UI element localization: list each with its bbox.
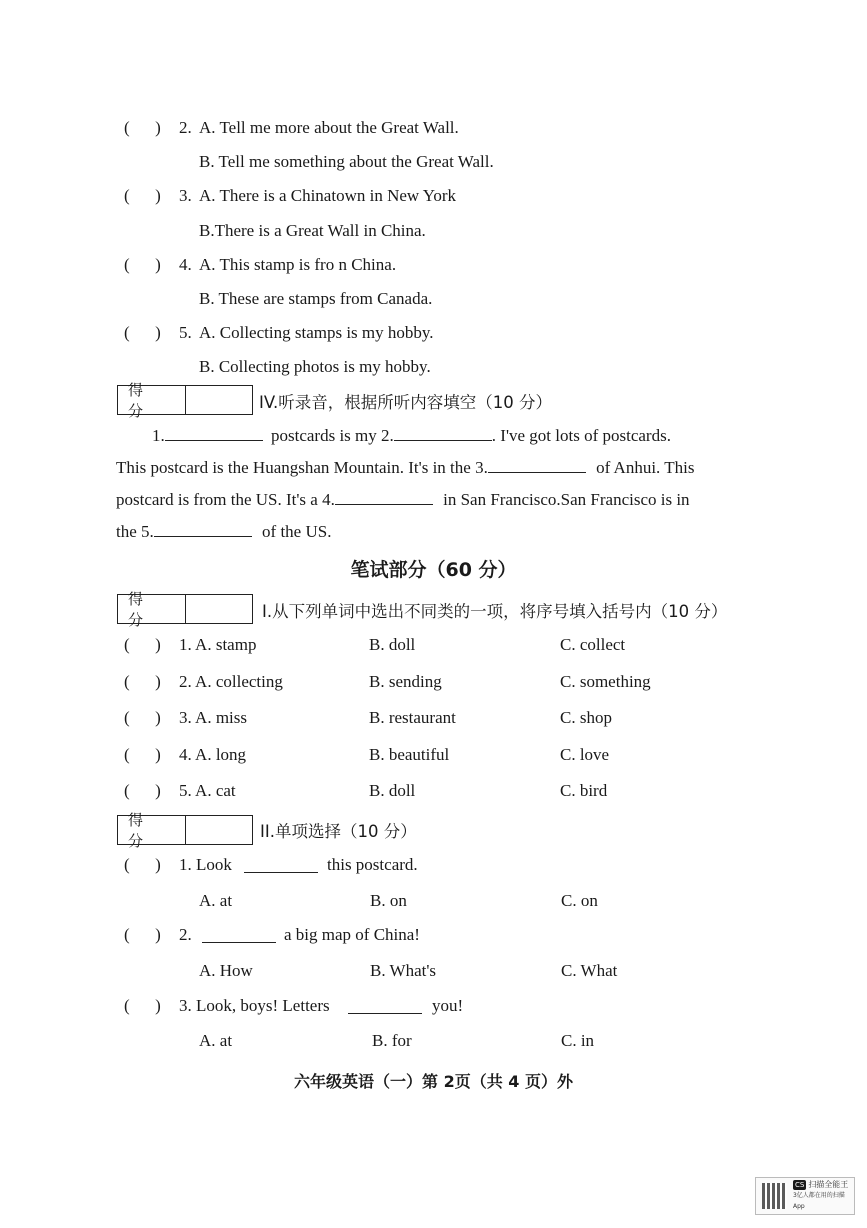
question-text: this postcard. <box>327 855 418 874</box>
question-text: you! <box>432 996 464 1015</box>
qr-code-icon <box>762 1183 787 1209</box>
blank[interactable] <box>244 858 318 873</box>
cs-logo-icon: CS <box>794 1181 805 1189</box>
blank-1[interactable] <box>165 426 263 441</box>
q3-number: 3. <box>179 186 192 205</box>
q3-option-a-text: A. There is a Chinatown in New York <box>199 186 457 205</box>
page-footer: 六年级英语（一）第 2页（共 4 页）外 <box>294 1072 573 1091</box>
option-b: B. for <box>372 1031 412 1050</box>
q4-number: 4. <box>179 255 192 274</box>
option-c: C. on <box>561 891 598 910</box>
q2-option-a: 2. <box>179 118 192 137</box>
option-b: B. doll <box>369 635 416 654</box>
blank[interactable] <box>202 928 276 943</box>
question-text: 3. Look, boys! Letters <box>179 996 330 1015</box>
score-label: 得 分 <box>118 595 186 623</box>
scanner-watermark <box>755 1177 855 1215</box>
q2-option-a-text: A. Tell me more about the Great Wall. <box>199 118 459 137</box>
question-text: a big map of China! <box>284 925 420 944</box>
fill-text: This postcard is the Huangshan Mountain. It's in the 3. <box>116 458 488 477</box>
blank-4[interactable] <box>335 490 433 505</box>
answer-bracket[interactable]: ( ) <box>124 255 161 274</box>
option-a: 5. A. cat <box>179 781 236 800</box>
option-b: B. on <box>370 891 407 910</box>
option-a: 2. A. collecting <box>179 672 283 691</box>
option-b: B. beautiful <box>369 745 450 764</box>
fill-text: the 5. <box>116 522 154 541</box>
score-label: 得 分 <box>118 816 186 844</box>
section-i-title: I.从下列单词中选出不同类的一项，将序号填入括号内（10 分） <box>262 602 728 621</box>
score-value-field[interactable] <box>186 386 252 414</box>
option-a: A. at <box>199 891 233 910</box>
option-b: B. restaurant <box>369 708 456 727</box>
option-a: 4. A. long <box>179 745 247 764</box>
option-b: B. What's <box>370 961 437 980</box>
blank-5[interactable] <box>154 522 252 537</box>
section-ii-title: II.单项选择（10 分） <box>260 822 417 841</box>
blank[interactable] <box>348 999 422 1014</box>
q5-option-a-text: A. Collecting stamps is my hobby. <box>199 323 434 342</box>
score-box <box>117 381 253 420</box>
fill-line-1 <box>116 426 736 446</box>
question-text: 1. Look <box>179 855 232 874</box>
fill-text: . I've got lots of postcards. <box>491 426 671 445</box>
option-b: B. doll <box>369 781 416 800</box>
scanner-name: 扫描全能王 <box>808 1180 849 1189</box>
score-box <box>117 590 253 629</box>
blank-3[interactable] <box>488 458 586 473</box>
option-c: C. bird <box>560 781 608 800</box>
answer-bracket[interactable]: ( ) <box>124 672 161 691</box>
answer-bracket[interactable]: ( ) <box>124 323 161 342</box>
option-c: C. shop <box>560 708 612 727</box>
answer-bracket[interactable]: ( ) <box>124 708 161 727</box>
q2-option-b-text: B. Tell me something about the Great Wall. <box>199 152 494 171</box>
option-b: B. sending <box>369 672 442 691</box>
option-c: C. in <box>561 1031 595 1050</box>
fill-text: of the US. <box>262 522 332 541</box>
q4-option-b-text: B. These are stamps from Canada. <box>199 289 433 308</box>
option-c: C. something <box>560 672 651 691</box>
option-a: 3. A. miss <box>179 708 248 727</box>
option-c: C. collect <box>560 635 626 654</box>
q4-option-a-text: A. This stamp is fro n China. <box>199 255 397 274</box>
answer-bracket[interactable]: ( ) <box>124 996 161 1015</box>
section-iv-title: IV.听录音，根据所听内容填空（10 分） <box>259 393 553 412</box>
answer-bracket[interactable]: ( ) <box>124 781 161 800</box>
q5-number: 5. <box>179 323 192 342</box>
fill-text: of Anhui. This <box>596 458 695 477</box>
blank-1-number: 1. <box>152 426 165 445</box>
option-a: A. How <box>199 961 253 980</box>
q5-option-b-text: B. Collecting photos is my hobby. <box>199 357 431 376</box>
option-a: 1. A. stamp <box>179 635 257 654</box>
answer-bracket[interactable]: ( ) <box>124 745 161 764</box>
answer-bracket[interactable]: ( ) <box>124 118 161 137</box>
question-text: 2. <box>179 925 192 944</box>
fill-text: postcard is from the US. It's a 4. <box>116 490 335 509</box>
scanner-slogan: 3亿人都在用的扫描App <box>792 1192 845 1210</box>
fill-line-2 <box>116 458 736 478</box>
fill-text: in San Francisco.San Francisco is in <box>443 490 690 509</box>
fill-line-3 <box>116 490 736 510</box>
option-a: A. at <box>199 1031 233 1050</box>
answer-bracket[interactable]: ( ) <box>124 855 161 874</box>
score-value-field[interactable] <box>186 816 252 844</box>
fill-text: postcards is my 2. <box>271 426 394 445</box>
fill-line-4 <box>116 522 736 542</box>
score-value-field[interactable] <box>186 595 252 623</box>
answer-bracket[interactable]: ( ) <box>124 186 161 205</box>
written-part-heading: 笔试部分（60 分） <box>350 559 517 581</box>
scanner-text <box>793 1180 854 1212</box>
option-c: C. love <box>560 745 610 764</box>
answer-bracket[interactable]: ( ) <box>124 925 161 944</box>
blank-2[interactable] <box>394 426 492 441</box>
option-c: C. What <box>561 961 618 980</box>
score-box <box>117 811 253 850</box>
answer-bracket[interactable]: ( ) <box>124 635 161 654</box>
q3-option-b-text: B.There is a Great Wall in China. <box>199 221 426 240</box>
score-label: 得 分 <box>118 386 186 414</box>
